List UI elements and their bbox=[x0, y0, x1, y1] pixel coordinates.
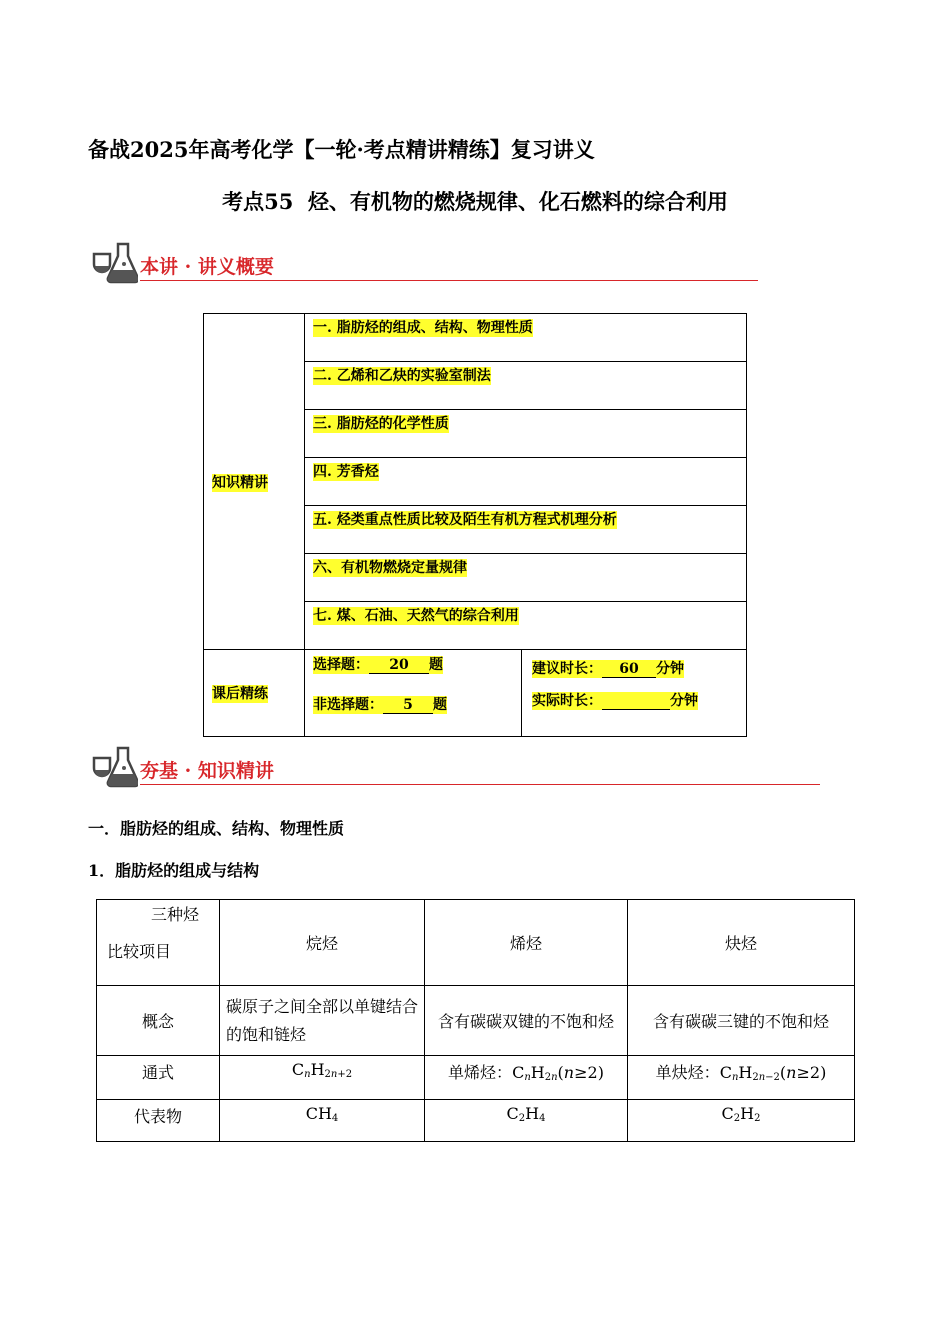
heading-level-2: 1．脂肪烃的组成与结构 bbox=[88, 861, 260, 880]
document-title: 备战2025年高考化学【一轮·考点精讲精练】复习讲义 bbox=[88, 137, 595, 162]
knowledge-item: 二. 乙烯和乙炔的实验室制法 bbox=[305, 362, 747, 410]
practice-label: 课后精练 bbox=[204, 650, 305, 737]
section-divider bbox=[140, 280, 758, 281]
heading-level-1: 一．脂肪烃的组成、结构、物理性质 bbox=[88, 819, 345, 838]
example-alkane: $CH_4$ bbox=[220, 1100, 425, 1142]
example-alkene: $C_2H_4$ bbox=[425, 1100, 628, 1142]
section-header-knowledge bbox=[88, 744, 828, 794]
formula-alkane: $C_nH_{2n+2}$ bbox=[220, 1056, 425, 1100]
column-header: 烷烃 bbox=[220, 900, 425, 986]
knowledge-item: 六、有机物燃烧定量规律 bbox=[305, 554, 747, 602]
example-alkyne: $C_2H_2$ bbox=[628, 1100, 855, 1142]
time-info: 建议时长： 60 分钟 实际时长： 分钟 bbox=[522, 650, 747, 737]
formula-alkene: 单烯烃：$C_nH_{2n}(n\ge 2)$ bbox=[425, 1056, 628, 1100]
flask-icon bbox=[88, 240, 138, 284]
knowledge-label: 知识精讲 bbox=[204, 314, 305, 650]
section-divider bbox=[140, 784, 820, 785]
knowledge-item: 五. 烃类重点性质比较及陌生有机方程式机理分析 bbox=[305, 506, 747, 554]
knowledge-item: 一. 脂肪烃的组成、结构、物理性质 bbox=[305, 314, 747, 362]
comparison-table bbox=[96, 899, 855, 1142]
section-header-overview bbox=[88, 240, 758, 290]
formula-alkyne: 单炔烃：$C_nH_{2n-2}(n\ge 2)$ bbox=[628, 1056, 855, 1100]
row-label: 代表物 bbox=[97, 1100, 220, 1142]
question-counts: 选择题： 20 题 非选择题： 5 题 bbox=[305, 650, 522, 737]
table-cell: 含有碳碳双键的不饱和烃 bbox=[425, 986, 628, 1056]
section-title-knowledge: 夯基 · 知识精讲 bbox=[140, 760, 274, 782]
table-cell: 碳原子之间全部以单键结合的饱和链烃 bbox=[220, 986, 425, 1056]
document-subtitle: 考点55 烃、有机物的燃烧规律、化石燃料的综合利用 bbox=[222, 189, 728, 214]
row-label: 概念 bbox=[97, 986, 220, 1056]
column-header: 烯烃 bbox=[425, 900, 628, 986]
flask-icon bbox=[88, 744, 138, 788]
corner-cell: 三种烃 比较项目 bbox=[97, 900, 220, 986]
knowledge-item: 四. 芳香烃 bbox=[305, 458, 747, 506]
table-cell: 含有碳碳三键的不饱和烃 bbox=[628, 986, 855, 1056]
knowledge-item: 七. 煤、石油、天然气的综合利用 bbox=[305, 602, 747, 650]
row-label: 通式 bbox=[97, 1056, 220, 1100]
section-title-overview: 本讲 · 讲义概要 bbox=[140, 256, 274, 278]
column-header: 炔烃 bbox=[628, 900, 855, 986]
overview-table bbox=[203, 313, 747, 737]
knowledge-item: 三. 脂肪烃的化学性质 bbox=[305, 410, 747, 458]
